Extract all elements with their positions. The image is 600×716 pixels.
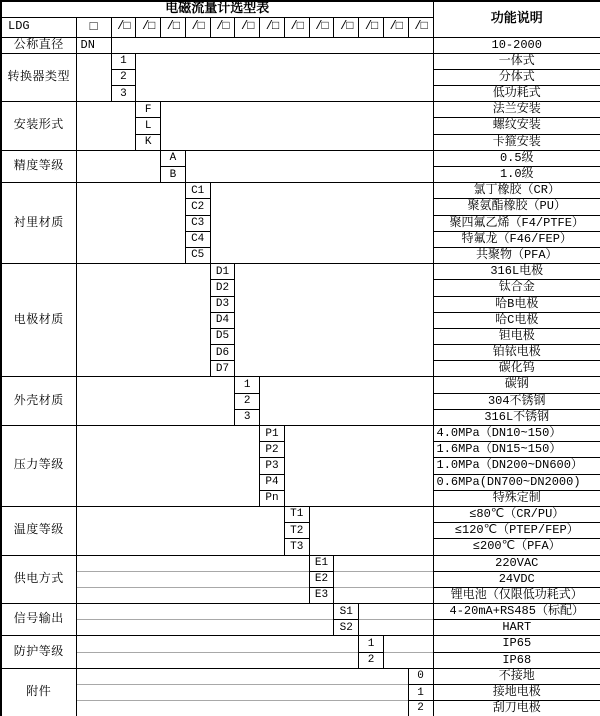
category-label: 公称直径 [1,37,76,53]
spacer-cell [76,506,284,555]
function-cell: 316L不锈钢 [433,409,600,425]
spec-row [1,587,600,603]
spacer-cell [359,620,433,636]
function-cell: 特氟龙（F46/FEP） [433,231,600,247]
code-cell: DN [76,37,111,53]
model-slot: /□ [111,17,136,37]
code-cell: T1 [284,506,309,522]
code-cell: E2 [309,571,334,587]
function-cell: 4.0MPa（DN10~150） [433,426,600,442]
function-cell: 1.6MPa（DN15~150） [433,442,600,458]
model-slot: /□ [136,17,161,37]
function-cell: HART [433,620,600,636]
category-label: 安装形式 [1,102,76,151]
function-cell: 316L电极 [433,264,600,280]
code-cell: D2 [210,280,235,296]
spacer-cell [383,636,433,652]
code-cell: A [161,150,186,166]
function-cell: 锂电池（仅限低功耗式） [433,587,600,603]
code-cell: 3 [235,409,260,425]
function-cell: 哈C电极 [433,312,600,328]
spacer-cell [76,587,309,603]
code-cell: D5 [210,328,235,344]
code-cell: C2 [185,199,210,215]
spacer-cell [76,652,359,668]
function-cell: 低功耗式 [433,86,600,102]
code-cell: 3 [111,86,136,102]
spec-row [1,426,600,442]
function-cell: 分体式 [433,69,600,85]
spec-rows [1,37,600,716]
spacer-cell [76,571,309,587]
function-cell: 铂铱电极 [433,345,600,361]
spec-row [1,102,600,118]
function-cell: 1.0MPa（DN200~DN600） [433,458,600,474]
model-slot: /□ [260,17,285,37]
model-slot: /□ [383,17,408,37]
code-cell: L [136,118,161,134]
function-cell: 10-2000 [433,37,600,53]
title-row [1,1,600,17]
code-cell: E3 [309,587,334,603]
model-slot: /□ [309,17,334,37]
function-cell: 法兰安装 [433,102,600,118]
function-cell: IP68 [433,652,600,668]
spacer-cell [284,426,433,507]
spacer-cell [136,53,433,102]
code-cell: 1 [111,53,136,69]
function-cell: 哈B电极 [433,296,600,312]
spec-row [1,571,600,587]
function-cell: 接地电极 [433,685,600,701]
model-slot: /□ [359,17,384,37]
spec-row [1,150,600,166]
function-cell: 一体式 [433,53,600,69]
spec-row [1,701,600,716]
function-cell: 304不锈钢 [433,393,600,409]
spec-row [1,183,600,199]
model-slot: /□ [185,17,210,37]
spec-row [1,620,600,636]
function-cell: 24VDC [433,571,600,587]
model-slot: /□ [161,17,186,37]
spacer-cell [309,506,433,555]
code-cell: 1 [408,685,433,701]
code-cell: 2 [235,393,260,409]
spacer-cell [76,620,334,636]
spacer-cell [76,604,334,620]
spacer-cell [76,555,309,571]
code-cell: 1 [359,636,384,652]
code-cell: P3 [260,458,285,474]
model-slot: /□ [408,17,433,37]
spacer-cell [76,377,235,426]
code-cell: B [161,167,186,183]
spec-row [1,377,600,393]
function-cell: IP65 [433,636,600,652]
function-column-header: 功能说明 [433,1,600,37]
function-cell: 0.5级 [433,150,600,166]
spec-row [1,668,600,684]
model-slot: /□ [284,17,309,37]
function-cell: ≤80℃（CR/PU） [433,506,600,522]
code-cell: C4 [185,231,210,247]
spacer-cell [76,53,111,102]
spacer-cell [76,668,408,684]
function-cell: 钛合金 [433,280,600,296]
function-cell: 氯丁橡胶（CR） [433,183,600,199]
spec-row [1,604,600,620]
spec-row [1,37,600,53]
code-cell: P2 [260,442,285,458]
spacer-cell [111,37,433,53]
function-cell: 聚四氟乙烯（F4/PTFE） [433,215,600,231]
category-label: 外壳材质 [1,377,76,426]
function-cell: 1.0级 [433,167,600,183]
model-slot: /□ [210,17,235,37]
code-cell: E1 [309,555,334,571]
function-cell: 共聚物（PFA） [433,247,600,263]
spacer-cell [210,183,433,264]
code-cell: P1 [260,426,285,442]
spec-row [1,636,600,652]
category-label: 附件 [1,668,76,716]
function-cell: 聚氨酯橡胶（PU） [433,199,600,215]
spacer-cell [76,636,359,652]
function-cell: 螺纹安装 [433,118,600,134]
category-label: 转换器类型 [1,53,76,102]
code-cell: 2 [111,69,136,85]
spacer-cell [334,587,433,603]
model-slot: /□ [235,17,260,37]
category-label: 压力等级 [1,426,76,507]
spec-row [1,652,600,668]
code-cell: P4 [260,474,285,490]
model-slot: /□ [334,17,359,37]
code-cell: C5 [185,247,210,263]
code-cell: 0 [408,668,433,684]
code-cell: S1 [334,604,359,620]
code-cell: D4 [210,312,235,328]
spacer-cell [76,183,185,264]
category-label: 温度等级 [1,506,76,555]
function-cell: 4-20mA+RS485（标配） [433,604,600,620]
spec-row [1,264,600,280]
spacer-cell [334,571,433,587]
code-cell: C1 [185,183,210,199]
spacer-cell [76,264,210,377]
category-label: 精度等级 [1,150,76,182]
code-cell: 1 [235,377,260,393]
function-cell: 刮刀电极 [433,701,600,716]
model-box-slot: □ [76,17,111,37]
code-cell: K [136,134,161,150]
spacer-cell [383,652,433,668]
category-label: 防护等级 [1,636,76,668]
code-cell: D3 [210,296,235,312]
function-cell: 碳化钨 [433,361,600,377]
function-cell: ≤200℃（PFA） [433,539,600,555]
function-cell: 钽电极 [433,328,600,344]
spacer-cell [260,377,433,426]
spacer-cell [76,102,136,151]
category-label: 信号输出 [1,604,76,636]
function-cell: 碳钢 [433,377,600,393]
spacer-cell [76,150,161,182]
function-cell: 卡箍安装 [433,134,600,150]
function-cell: 220VAC [433,555,600,571]
spec-row [1,53,600,69]
code-cell: 2 [359,652,384,668]
category-label: 衬里材质 [1,183,76,264]
spacer-cell [185,150,433,182]
category-label: 供电方式 [1,555,76,604]
table-title: 电磁流量计选型表 [1,1,433,17]
spec-row [1,685,600,701]
spacer-cell [359,604,433,620]
function-cell: ≤120℃（PTEP/FEP） [433,523,600,539]
spacer-cell [76,701,408,716]
function-cell: 特殊定制 [433,490,600,506]
category-label: 电极材质 [1,264,76,377]
spec-row [1,506,600,522]
code-cell: Pn [260,490,285,506]
spacer-cell [76,685,408,701]
function-cell: 不接地 [433,668,600,684]
spacer-cell [76,426,260,507]
function-cell: 0.6MPa(DN700~DN2000) [433,474,600,490]
code-cell: T3 [284,539,309,555]
code-cell: 2 [408,701,433,716]
code-cell: F [136,102,161,118]
model-prefix: LDG [1,17,76,37]
spacer-cell [161,102,433,151]
code-cell: C3 [185,215,210,231]
spec-row [1,555,600,571]
code-cell: S2 [334,620,359,636]
code-cell: T2 [284,523,309,539]
code-cell: D7 [210,361,235,377]
code-cell: D1 [210,264,235,280]
spacer-cell [235,264,433,377]
code-cell: D6 [210,345,235,361]
spacer-cell [334,555,433,571]
